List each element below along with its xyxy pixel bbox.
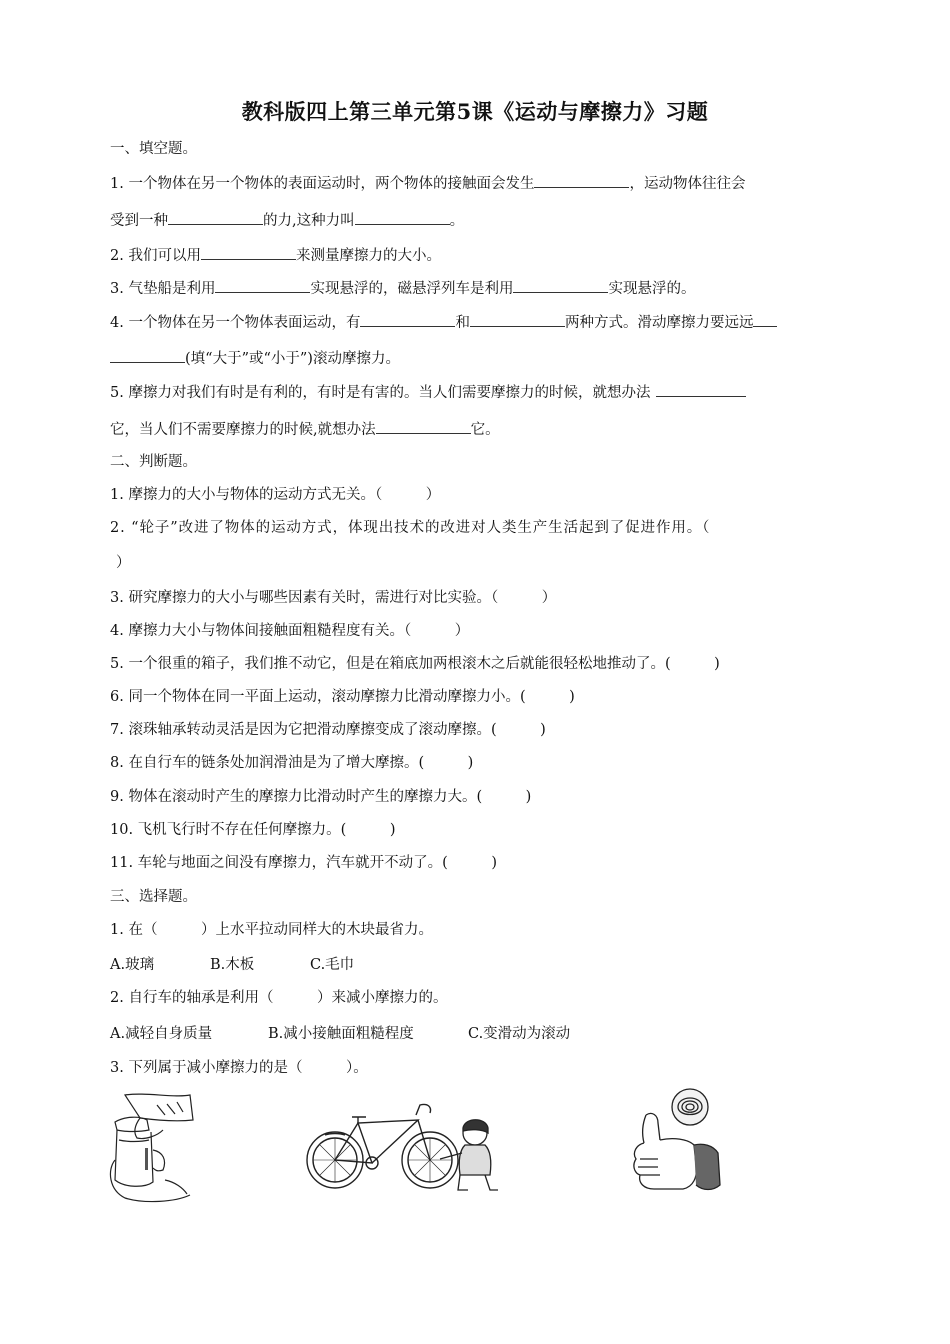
question-text: 实现悬浮的。 xyxy=(608,281,696,297)
option-b[interactable]: B.减小接触面粗糙程度 xyxy=(268,1026,414,1042)
question-text: 它。 xyxy=(470,422,500,438)
question-text: 它，当人们不需要摩擦力的时候,就想办法 xyxy=(110,422,376,438)
answer-blank[interactable] xyxy=(355,209,450,225)
section-heading-true-false: 二、判断题。 xyxy=(110,454,197,470)
answer-blank[interactable] xyxy=(360,311,455,327)
question-text: 两种方式。滑动摩擦力要远远 xyxy=(564,315,754,331)
judge-item-4: 4. 摩擦力大小与物体间接触面粗糙程度有关。（ ） xyxy=(110,623,470,639)
question-text: 和 xyxy=(455,315,470,331)
option-c[interactable]: C.毛巾 xyxy=(310,957,355,973)
judge-item-5: 5. 一个很重的箱子，我们推不动它，但是在箱底加两根滚木之后就能很轻松地推动了。( ) xyxy=(110,656,720,672)
bicycle-boy-illustration xyxy=(300,1095,500,1200)
question-5-line-2 xyxy=(110,418,500,440)
option-c[interactable]: C.变滑动为滚动 xyxy=(468,1026,571,1042)
judge-item-2: 2. “轮子”改进了物体的运动方式，体现出技术的改进对人类生产生活起到了促进作用。（ xyxy=(110,520,711,536)
option-a[interactable]: A.减轻自身质量 xyxy=(110,1026,213,1042)
question-text: 实现悬浮的，磁悬浮列车是利用 xyxy=(310,281,514,297)
question-1-line-2 xyxy=(110,209,464,231)
judge-item-11: 11. 车轮与地面之间没有摩擦力，汽车就开不动了。( ) xyxy=(110,855,497,871)
question-3 xyxy=(110,277,695,299)
choice-question-1: 1. 在（ ）上水平拉动同样大的木块最省力。 xyxy=(110,922,433,938)
answer-blank[interactable] xyxy=(215,277,310,293)
question-text: 。 xyxy=(449,213,465,229)
answer-blank[interactable] xyxy=(168,209,263,225)
question-text: 4. 一个物体在另一个物体表面运动，有 xyxy=(110,315,361,331)
answer-blank[interactable] xyxy=(513,277,608,293)
answer-blank[interactable] xyxy=(201,244,296,260)
question-2 xyxy=(110,244,441,266)
jar-lid-hand-illustration xyxy=(105,1090,200,1205)
judge-item-6: 6. 同一个物体在同一平面上运动，滚动摩擦力比滑动摩擦力小。( ) xyxy=(110,689,575,705)
option-b[interactable]: B.木板 xyxy=(210,957,255,973)
judge-item-3: 3. 研究摩擦力的大小与哪些因素有关时，需进行对比实验。（ ） xyxy=(110,590,557,606)
answer-blank[interactable] xyxy=(470,311,565,327)
question-text: 1. 一个物体在另一个物体的表面运动时，两个物体的接触面会发生 xyxy=(110,176,535,192)
judge-item-10: 10. 飞机飞行时不存在任何摩擦力。( ) xyxy=(110,822,396,838)
question-4-line-2 xyxy=(110,347,400,369)
judge-item-2-close: ） xyxy=(116,555,131,571)
question-text: 5. 摩擦力对我们有时是有利的，有时是有害的。当人们需要摩擦力的时候，就想办法 xyxy=(110,385,651,401)
judge-item-9: 9. 物体在滚动时产生的摩擦力比滑动时产生的摩擦力大。( ) xyxy=(110,789,532,805)
answer-blank[interactable] xyxy=(534,172,629,188)
choice-question-3: 3. 下列属于减小摩擦力的是（ ）。 xyxy=(110,1060,368,1076)
question-text: (填“大于”或“小于”)滚动摩擦力。 xyxy=(185,351,400,367)
question-1-line-1 xyxy=(110,172,745,194)
answer-blank[interactable] xyxy=(753,311,777,327)
question-4-line-1 xyxy=(110,311,777,333)
question-text: 2. 我们可以用 xyxy=(110,248,201,264)
judge-item-7: 7. 滚珠轴承转动灵活是因为它把滑动摩擦变成了滚动摩擦。( ) xyxy=(110,722,546,738)
choice-question-2: 2. 自行车的轴承是利用（ ）来减小摩擦力的。 xyxy=(110,990,448,1006)
choice-question-2-options xyxy=(110,1024,570,1044)
answer-blank[interactable] xyxy=(110,347,185,363)
question-text: 的力,这种力叫 xyxy=(263,213,355,229)
choice-question-1-options xyxy=(110,955,354,975)
judge-item-8: 8. 在自行车的链条处加润滑油是为了增大摩擦。( ) xyxy=(110,755,474,771)
question-text: 受到一种 xyxy=(110,213,168,229)
page-title: 教科版四上第三单元第5课《运动与摩擦力》习题 xyxy=(241,99,709,124)
answer-blank[interactable] xyxy=(656,381,746,397)
section-heading-multiple-choice: 三、选择题。 xyxy=(110,889,197,905)
question-text: 3. 气垫船是利用 xyxy=(110,281,216,297)
option-a[interactable]: A.玻璃 xyxy=(110,957,155,973)
thumb-fingerprint-illustration xyxy=(628,1085,728,1200)
section-heading-fill-blank: 一、填空题。 xyxy=(110,141,197,157)
question-text: ，运动物体往往会 xyxy=(629,176,746,192)
question-5-line-1 xyxy=(110,381,746,403)
answer-blank[interactable] xyxy=(376,418,471,434)
question-text: 来测量摩擦力的大小。 xyxy=(295,248,441,264)
judge-item-1: 1. 摩擦力的大小与物体的运动方式无关。（ ） xyxy=(110,487,441,503)
